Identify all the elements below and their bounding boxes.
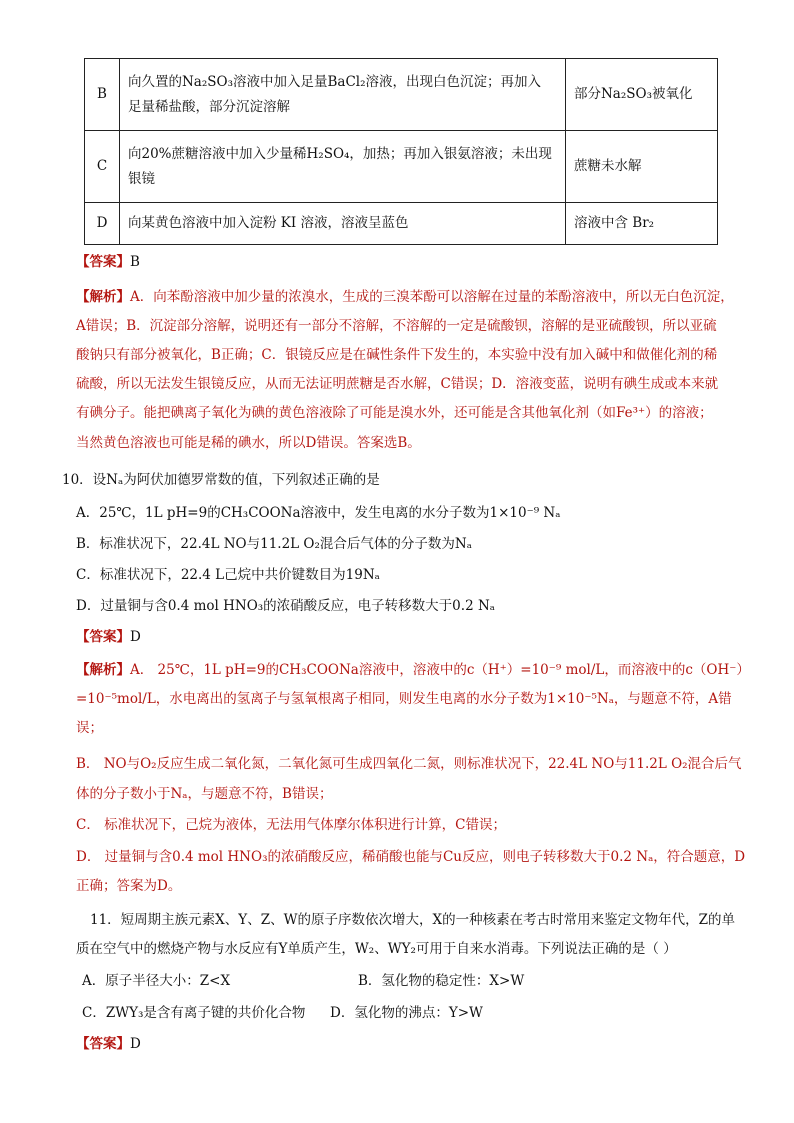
answer-value: D — [130, 629, 141, 645]
q10-analysis-line: =10⁻⁵mol/L，水电离出的氢离子与氢氧根离子相同，则发生电离的水分子数为1×10⁻⁵Nₐ，与题意不符，A错 — [76, 691, 732, 707]
q9-analysis-line: 有碘分子。能把碘离子氧化为碘的黄色溶液除了可能是溴水外，还可能是含其他氧化剂（如Fe³⁺）的溶液； — [76, 405, 713, 421]
q10-answer — [76, 627, 141, 647]
q10-analysis-line: C． 标准状况下，己烷为液体，无法用气体摩尔体积进行计算，C错误； — [76, 817, 506, 833]
q10-option-a: A．25℃，1L pH=9的CH₃COONa溶液中，发生电离的水分子数为1×10⁻⁹ Nₐ — [76, 505, 561, 521]
q10-option-b: B．标准状况下，22.4L NO与11.2L O₂混合后气体的分子数为Nₐ — [76, 536, 472, 552]
q11-stem-line: 质在空气中的燃烧产物与水反应有Y单质产生，W₂、WY₂可用于自来水消毒。下列说法正确的是（ ） — [76, 941, 677, 957]
answer-tag: 【答案】 — [76, 629, 130, 645]
q11-answer — [76, 1034, 141, 1054]
experiment-cell — [120, 131, 566, 203]
q10-analysis-line: 体的分子数小于Nₐ，与题意不符，B错误； — [76, 786, 333, 802]
q9-analysis-line: 酸钠只有部分被氧化，B正确；C．银镜反应是在碱性条件下发生的，本实验中没有加入碱中和做催化剂的稀 — [76, 347, 718, 363]
options-table — [84, 58, 718, 245]
q11-option-d: D．氢化物的沸点：Y>W — [330, 1005, 483, 1021]
experiment-line: 银镜 — [128, 170, 155, 187]
answer-value: B — [130, 254, 140, 270]
q9-analysis-line: 【解析】A．向苯酚溶液中加少量的浓溴水，生成的三溴苯酚可以溶解在过量的苯酚溶液中，所以无白色沉淀， — [76, 289, 734, 305]
q10-analysis-line: B． NO与O₂反应生成二氧化氮，二氧化氮可生成四氧化二氮，则标准状况下，22.4L NO与11.2L O₂混合后气 — [76, 756, 742, 772]
answer-tag: 【答案】 — [76, 254, 130, 270]
result-cell: 溶液中含 Br₂ — [566, 203, 718, 245]
q9-analysis-line: A错误；B．沉淀部分溶解，说明还有一部分不溶解，不溶解的一定是硫酸钡，溶解的是亚硫酸钡，所以亚硫 — [76, 318, 717, 334]
q10-option-d: D．过量铜与含0.4 mol HNO₃的浓硝酸反应，电子转移数大于0.2 Nₐ — [76, 598, 495, 614]
q10-analysis-line: 【解析】A． 25℃，1L pH=9的CH₃COONa溶液中，溶液中的c（H⁺）=10⁻⁹ mol/L，而溶液中的c（OH⁻） — [76, 662, 750, 678]
analysis-tag: 【解析】 — [76, 662, 130, 678]
experiment-line: 足量稀盐酸，部分沉淀溶解 — [128, 98, 290, 115]
q9-analysis-line: 当然黄色溶液也可能是稀的碘水，所以D错误。答案选B。 — [76, 435, 421, 451]
option-label: C — [85, 131, 120, 203]
q10-analysis-line: 正确；答案为D。 — [76, 878, 182, 894]
experiment-line: 向某黄色溶液中加入淀粉 KI 溶液，溶液呈蓝色 — [128, 215, 409, 231]
result-cell: 蔗糖未水解 — [566, 131, 718, 203]
q11-option-b: B．氢化物的稳定性：X>W — [358, 973, 525, 989]
answer-value: D — [130, 1036, 141, 1052]
q9-answer — [76, 252, 140, 272]
experiment-line: 向久置的Na₂SO₃溶液中加入足量BaCl₂溶液，出现白色沉淀；再加入 — [128, 73, 542, 90]
experiment-line: 向20%蔗糖溶液中加入少量稀H₂SO₄，加热；再加入银氨溶液；未出现 — [128, 145, 552, 162]
result-cell: 部分Na₂SO₃被氧化 — [566, 59, 718, 131]
table-row — [85, 203, 718, 245]
option-label: B — [85, 59, 120, 131]
q10-analysis-line: D． 过量铜与含0.4 mol HNO₃的浓硝酸反应，稀硝酸也能与Cu反应，则电子转移数大于0.2 Nₐ，符合题意，D — [76, 849, 746, 865]
option-label: D — [85, 203, 120, 245]
q10-option-c: C．标准状况下，22.4 L己烷中共价键数目为19Nₐ — [76, 567, 380, 583]
q11-stem-line: 11．短周期主族元素X、Y、Z、W的原子序数依次增大，X的一种核素在考古时常用来鉴定文物年代，Z的单 — [90, 912, 735, 928]
q9-analysis-line: 硫酸，所以无法发生银镜反应，从而无法证明蔗糖是否水解，C错误；D．溶液变蓝，说明有碘生成或本来就 — [76, 376, 719, 392]
experiment-cell — [120, 59, 566, 131]
analysis-tag: 【解析】 — [76, 289, 130, 305]
q10-analysis-line: 误； — [76, 720, 103, 736]
experiment-cell — [120, 203, 566, 245]
q10-stem: 10．设Nₐ为阿伏加德罗常数的值，下列叙述正确的是 — [62, 472, 380, 488]
q11-option-c: C．ZWY₃是含有离子键的共价化合物 — [82, 1005, 306, 1021]
table-row — [85, 131, 718, 203]
answer-tag: 【答案】 — [76, 1036, 130, 1052]
table-row — [85, 59, 718, 131]
q11-option-a: A．原子半径大小：Z<X — [82, 973, 231, 989]
